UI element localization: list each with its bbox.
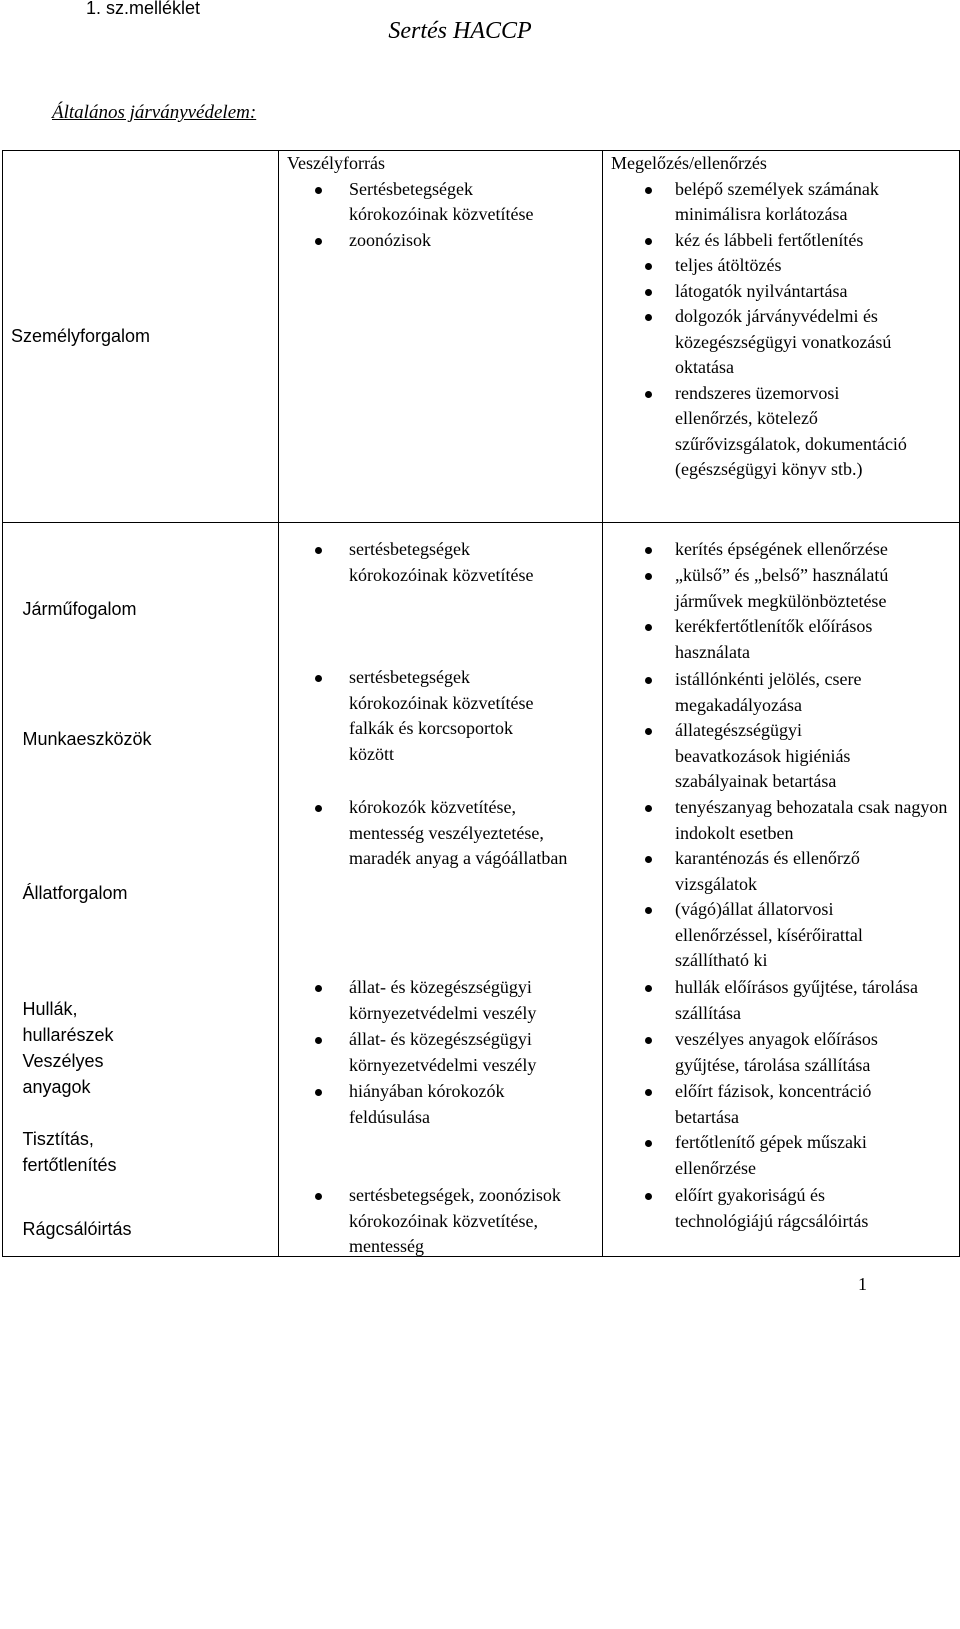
bullet-icon [315,985,322,992]
list-item: hiányában kórokozók feldúsulása [279,1079,542,1130]
bullet-icon [315,1037,322,1044]
column-header-veszelyforras: Veszélyforrás [287,153,385,173]
bullet-icon [315,238,322,245]
bullet-icon [645,856,652,863]
list-item: istállónkénti jelölés, csere megakadályozása [603,667,919,718]
list-item: Sertésbetegségek kórokozóinak közvetítése [279,177,602,228]
annex-header: 1. sz.melléklet [86,0,201,18]
bullet-icon [645,728,652,735]
row-label-ragcsaloirtas: Rágcsálóirtás [22,1219,132,1239]
list-item: kórokozók közvetítése, mentesség veszélyeztetése, maradék anyag a vágóállatban [279,795,582,872]
bullet-icon [315,187,322,194]
list-item: sertésbetegségek, zoonózisok kórokozóinak közvetítése, mentesség [279,1183,592,1260]
list-item: rendszeres üzemorvosi ellenőrzés, kötelező szűrővizsgálatok, dokumentáció (egészségügyi könyv stb.) [603,381,919,483]
bullet-icon [645,573,652,580]
section-heading: Általános járványvédelem: [52,102,257,123]
bullet-icon [645,805,652,812]
row-label-jarmufogalom: Járműfogalom [22,599,137,619]
list-item: karanténozás és ellenőrző vizsgálatok [603,846,919,897]
bullet-icon [645,1089,652,1096]
row-label-veszelyes-anyagok: Veszélyes anyagok [22,1051,104,1097]
bullet-icon [315,1089,322,1096]
list-item: előírt gyakoriságú és technológiájú rágcsálóirtás [603,1183,919,1234]
page-number: 1 [858,1274,867,1294]
list-item: (vágó)állat állatorvosi ellenőrzéssel, kísérőirattal szállítható ki [603,897,919,974]
row1-sources-cell [279,151,603,523]
bullet-icon [645,314,652,321]
list-item: „külső” és „belső” használatú járművek megkülönböztetése [603,563,929,614]
bullet-icon [645,289,652,296]
list-item: hullák előírásos gyűjtése, tárolása szállítása [603,975,919,1026]
list-item: kéz és lábbeli fertőtlenítés [603,228,919,254]
row-label-allatforgalom: Állatforgalom [22,883,128,903]
bullet-icon [645,907,652,914]
row-label-szemelyforgalom: Személyforgalom [3,151,279,523]
list-item: állat- és közegészségügyi környezetvédelmi veszély [279,975,592,1026]
row2-labels-cell [3,523,279,1257]
bullet-icon [645,391,652,398]
bullet-icon [645,238,652,245]
list-item: sertésbetegségek kórokozóinak közvetítése falkák és korcsoportok között [279,665,562,767]
bullet-icon [315,805,322,812]
list-item: kerítés épségének ellenőrzése [603,537,949,563]
list-item: látogatók nyilvántartása [603,279,919,305]
row-label-munkaeszkozok: Munkaeszközök [22,729,152,749]
list-item: dolgozók járványvédelmi és közegészségügyi vonatkozású oktatása [603,304,919,381]
list-item: sertésbetegségek kórokozóinak közvetítése [279,537,542,588]
bullet-icon [645,1193,652,1200]
row1-measures-cell [603,151,960,523]
list-item: zoonózisok [279,228,602,254]
list-item: teljes átöltözés [603,253,919,279]
bullet-icon [645,263,652,270]
bullet-icon [645,677,652,684]
list-item: előírt fázisok, koncentráció betartása [603,1079,919,1130]
list-item: belépő személyek számának minimálisra korlátozása [603,177,919,228]
row-label-tisztitas: Tisztítás, fertőtlenítés [22,1129,117,1175]
row2-sources-cell [279,523,603,1257]
list-item: állat- és közegészségügyi környezetvédelmi veszély [279,1027,592,1078]
bullet-icon [645,547,652,554]
list-item: kerékfertőtlenítők előírásos használata [603,614,929,665]
document-title: Sertés HACCP [388,18,532,44]
list-item: fertőtlenítő gépek műszaki ellenőrzése [603,1130,929,1181]
bullet-icon [315,1193,322,1200]
column-header-megelozes: Megelőzés/ellenőrzés [611,153,767,173]
row-label-hullak: Hullák, hullarészek [22,999,114,1045]
bullet-icon [315,675,322,682]
bullet-icon [645,1140,652,1147]
bullet-icon [645,1037,652,1044]
bullet-icon [645,985,652,992]
bullet-icon [645,187,652,194]
bullet-icon [315,547,322,554]
row2-measures-cell [603,523,960,1257]
haccp-table [2,150,960,1257]
bullet-icon [645,624,652,631]
list-item: állategészségügyi beavatkozások higiéniás szabályainak betartása [603,718,899,795]
list-item: tenyészanyag behozatala csak nagyon indokolt esetben [603,795,949,846]
list-item: veszélyes anyagok előírásos gyűjtése, tárolása szállítása [603,1027,939,1078]
